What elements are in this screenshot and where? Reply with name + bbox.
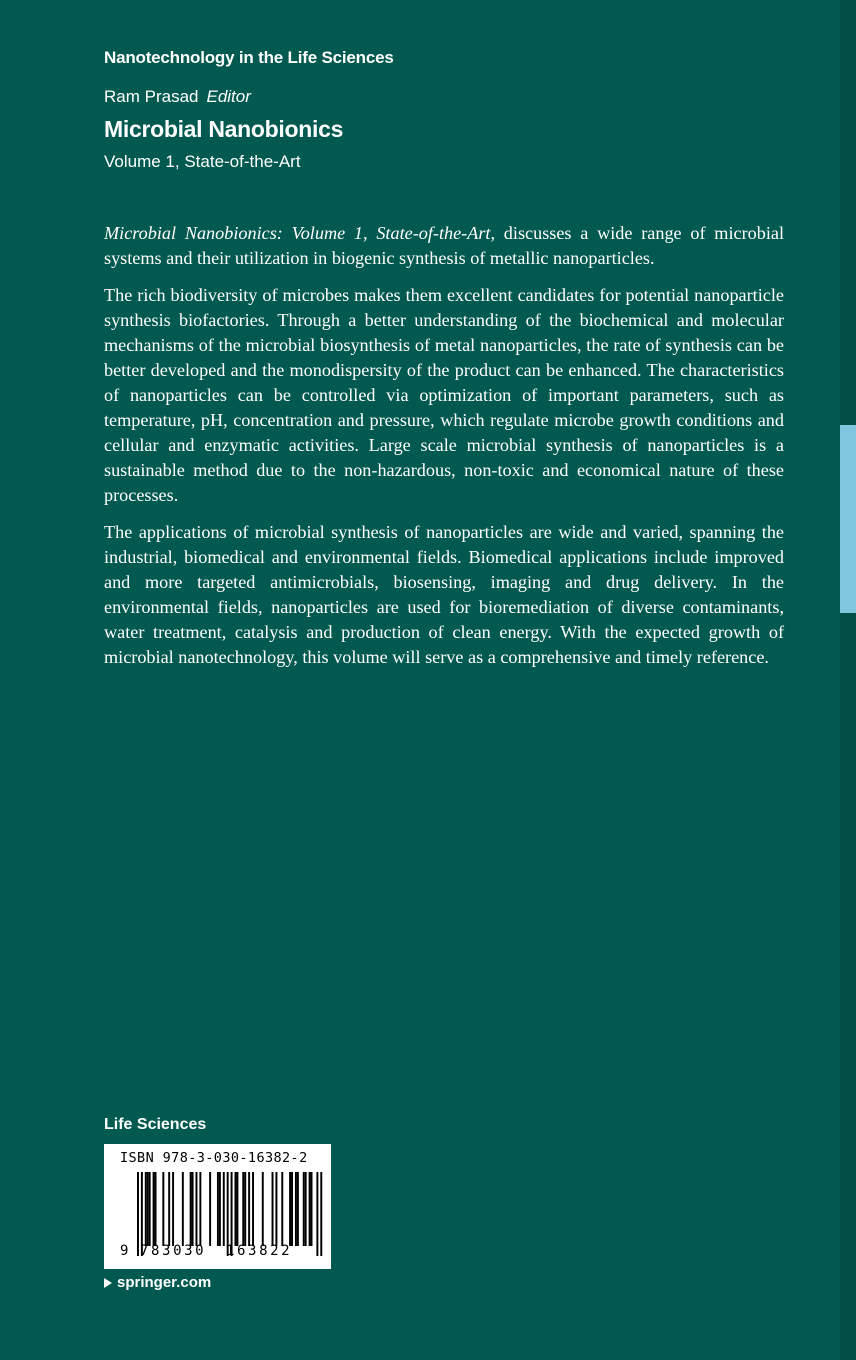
publisher-url: springer.com [117,1274,212,1291]
barcode-bar [199,1172,201,1246]
ean-left-digits: 783030 [140,1243,207,1259]
ean-right-digits: 163822 [226,1243,293,1259]
barcode-bar [145,1172,147,1246]
barcode-bar [235,1172,237,1246]
barcode-bar [236,1172,238,1246]
book-title: Microbial Nanobionics [104,116,344,142]
barcode-bar [252,1172,254,1246]
barcode-bar [320,1172,322,1256]
barcode-bar [137,1172,139,1256]
barcode-bar [147,1172,149,1246]
barcode-bar [155,1172,157,1246]
spine-edge [840,0,856,1360]
description-paragraph-1-text: discusses a wide range of microbial systems and their utilization in biogenic synthesis of metallic nanoparticles. [104,223,785,268]
barcode-bar [153,1172,155,1246]
barcode-bar [272,1172,274,1246]
barcode-bar [295,1172,297,1246]
barcode-bar [223,1172,225,1246]
barcode-bar [248,1172,250,1246]
description-paragraph-3: The applications of microbial synthesis of nanoparticles are wide and varied, spanning the industrial, biomedical and environmental fields. Biomedical applications include improved and more targeted antimicrobials, biosensing, imaging and drug delivery. In the environmental fields, nanoparticles are used for bioremediation of diverse contaminants, water treatment, catalysis and production of clean energy. With the expected growth of microbial nanotechnology, this volume will serve as a comprehensive and timely reference. [104,522,784,667]
barcode-bar [242,1172,244,1246]
description-paragraph-1 [104,221,784,271]
publisher-link[interactable] [104,1274,211,1291]
book-subtitle: Volume 1, State-of-the-Art [104,152,301,171]
barcode-bar [316,1172,318,1256]
barcode-bar [149,1172,151,1246]
barcode-bar [162,1172,164,1246]
barcode-bar [168,1172,170,1246]
barcode-bar [303,1172,305,1246]
barcode-bar [311,1172,313,1246]
isbn-barcode [104,1144,331,1269]
ean-first-digit: 9 [120,1243,129,1259]
description-title-italic: Microbial Nanobionics: Volume 1, State-of-the-Art, [104,223,496,243]
barcode-bar [262,1172,264,1246]
barcode-bar [291,1172,293,1246]
editor-role: Editor [206,87,251,106]
isbn-label: ISBN 978-3-030-16382-2 [120,1150,308,1166]
barcode-bar [172,1172,174,1246]
barcode-bar [309,1172,311,1246]
barcode-bar [190,1172,192,1246]
spine-accent-bar [840,425,856,613]
barcode-bar [192,1172,194,1246]
barcode-bar [217,1172,219,1246]
barcode-bar [275,1172,277,1246]
editor-line [104,87,251,107]
barcode-bar [182,1172,184,1246]
description [104,221,784,682]
barcode-bar [219,1172,221,1246]
barcode-bar [209,1172,211,1246]
barcode-bar [289,1172,291,1246]
description-paragraph-2: The rich biodiversity of microbes makes them excellent candidates for potential nanoparticle synthesis biofactories. Through a better understanding of the biochemical and molecular mechanisms of the microbial biosynthesis of metal nanoparticles, the rate of synthesis can be better developed and the monodispersity of the product can be enhanced. The characteristics of nanoparticles can be controlled via optimization of important parameters, such as temperature, pH, concentration and pressure, which regulate microbe growth conditions and cellular and enzymatic activities. Large scale microbial synthesis of nanoparticles is a sustainable method due to the non-hazardous, non-toxic and economical nature of these processes. [104,285,784,505]
series-title: Nanotechnology in the Life Sciences [104,48,394,67]
subject-category: Life Sciences [104,1116,207,1133]
editor-name: Ram Prasad [104,87,199,106]
barcode-bar [196,1172,198,1246]
barcode-bar [297,1172,299,1246]
barcode-bar [244,1172,246,1246]
barcode-bar [281,1172,283,1246]
play-arrow-icon [104,1278,112,1288]
barcode-bar [305,1172,307,1246]
